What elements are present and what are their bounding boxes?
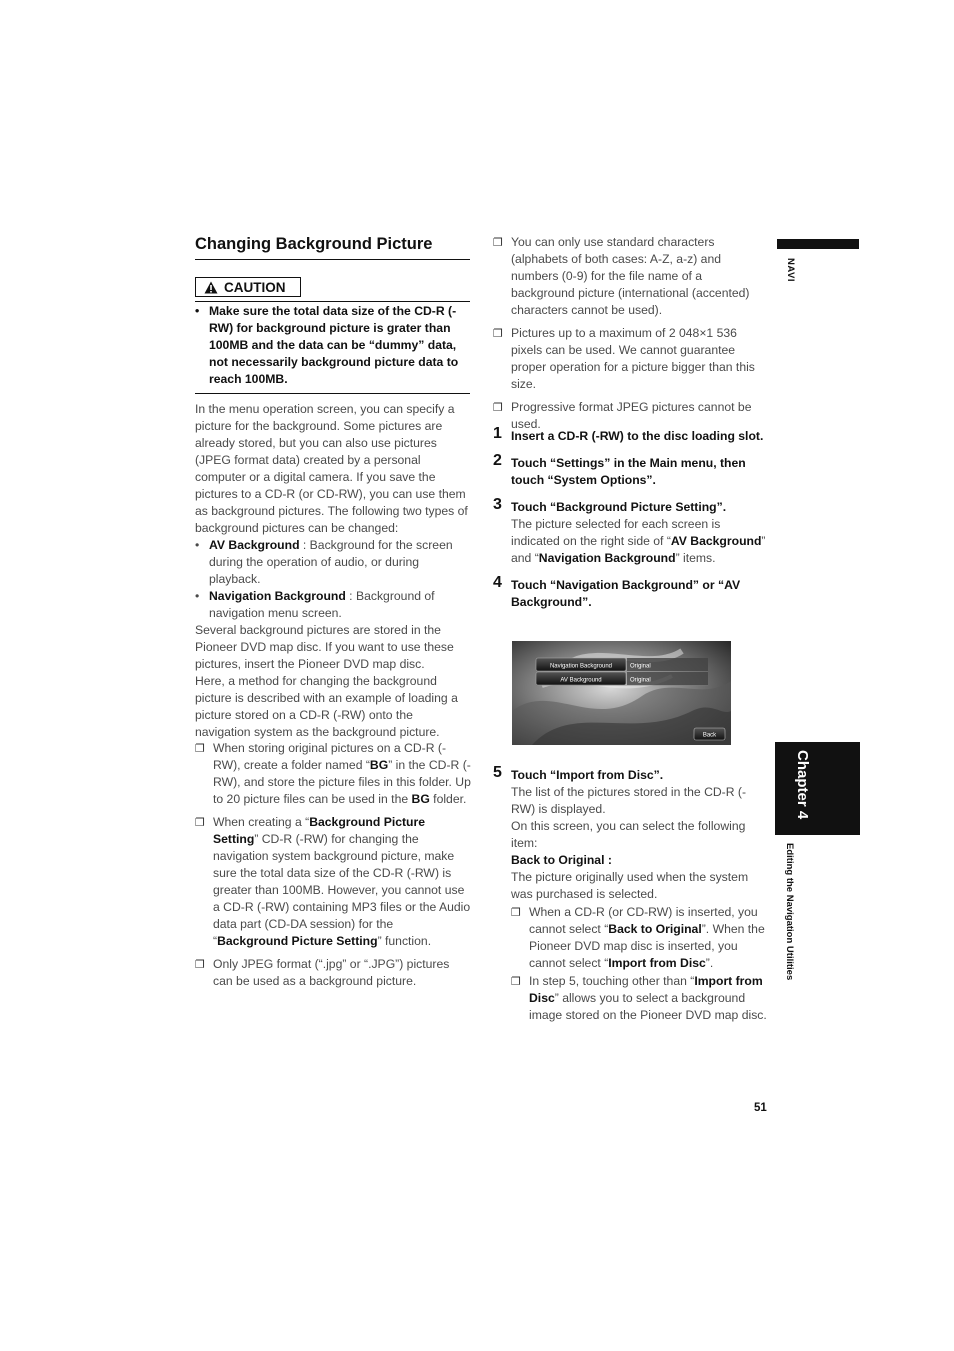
step-term: Back to Original : (511, 853, 612, 867)
screen-row-value: Original (630, 677, 651, 684)
step-number: 2 (493, 452, 502, 469)
note-item (195, 740, 471, 808)
step-number: 1 (493, 425, 502, 442)
intro-paragraph: Here, a method for changing the background picture is described with an example of loading a picture stored on a CD-R (-RW) onto the navigation system as the background picture. (195, 674, 458, 739)
step-number: 5 (493, 764, 502, 781)
chapter-label: Chapter 4 (794, 750, 811, 820)
step-number: 3 (493, 496, 502, 513)
step-text: ” and “ (511, 534, 766, 565)
note-item (493, 325, 767, 393)
navi-side-label (778, 258, 798, 298)
step-text: ” items. (675, 551, 716, 565)
note-bold: Import from Disc (529, 974, 763, 1005)
right-notes (493, 228, 767, 433)
step-1 (493, 425, 767, 445)
note-text: Progressive format JPEG pictures cannot be used. (511, 400, 752, 431)
step-number: 4 (493, 574, 502, 591)
bullet: • (195, 589, 200, 603)
step-title: Touch “Import from Disc”. (511, 768, 664, 782)
note-text: Pictures up to a maximum of 2 048×1 536 pixels can be used. We cannot guarantee proper operation for a picture bigger than this size. (511, 326, 755, 391)
note-box-icon: ❐ (195, 743, 205, 755)
step-text: The list of the pictures stored in the CD-R (-RW) is displayed. (511, 785, 747, 816)
step-5 (493, 764, 767, 1024)
screen-row-label[interactable]: Navigation Background (549, 663, 613, 670)
term-desc: : Background for the screen during the operation of audio, or during playback. (209, 538, 453, 586)
warning-triangle-icon (204, 281, 218, 294)
step-title: Touch “Navigation Background” or “AV Background”. (511, 578, 741, 609)
note-text: Only JPEG format (“.jpg” or “.JPG”) pictures can be used as a background picture. (213, 957, 450, 988)
note-box-icon: ❐ (195, 817, 205, 829)
intro-paragraph: In the menu operation screen, you can specify a picture for the background. Some pictures are already stored, but you can also use pictures (JPEG format data) created by a personal computer or a digital camera. If you save the pictures to a CD-R (or CD-RW), you can use them as background pictures. The following two types of background pictures can be changed: (195, 402, 468, 535)
steps-1-4 (493, 418, 767, 611)
note-text: ”. (705, 956, 714, 970)
note-text: In step 5, touching other than “ (529, 974, 695, 988)
term-desc: : Background of navigation menu screen. (209, 589, 435, 620)
caution-text: Make sure the total data size of the CD-R (-RW) for background picture is grater than 100MB and the data can be “dummy” data, not necessarily background picture data to reach 100MB. (209, 304, 459, 386)
note-text: ” CD-R (-RW) for changing the navigation system background picture, make sure the total data size of the CD-R (-RW) is greater than 100MB. However, you cannot use a CD-R (-RW) containing MP3 files or the Audio data part (CD-DA session) for the “ (213, 832, 471, 948)
note-box-icon: ❐ (195, 959, 205, 971)
note-box-icon: ❐ (511, 976, 521, 988)
note-bold: BG (369, 758, 389, 772)
note-bold: Import from Disc (608, 956, 706, 970)
note-text: ” function. (377, 934, 432, 948)
note-box-icon: ❐ (493, 328, 503, 340)
note-text: When a CD-R (or CD-RW) is inserted, you cannot select “ (529, 905, 758, 936)
section-side-label (781, 843, 801, 1013)
page-number: 51 (754, 1102, 767, 1114)
term-navigation-background: Navigation Background (209, 589, 346, 603)
chapter-tab (775, 742, 860, 835)
step-3 (493, 496, 767, 567)
left-notes (195, 734, 471, 990)
list-item (195, 537, 471, 588)
step-title: Touch “Settings” in the Main menu, then touch “System Options”. (511, 456, 746, 487)
bullet: • (195, 304, 200, 318)
navi-tab-bar (777, 239, 859, 249)
term-av-background: AV Background (209, 538, 300, 552)
step-4 (493, 574, 767, 611)
note-text: ” in the CD-R (-RW), and store the picture files in this folder. Up to 20 picture files can be used in the (213, 758, 471, 806)
note-bold: BG (411, 792, 430, 806)
intro-section (195, 401, 471, 741)
screen-back-label: Back (702, 732, 717, 739)
caution-top-rule (195, 301, 470, 302)
list-item (195, 588, 471, 622)
note-box-icon: ❐ (493, 402, 503, 414)
note-text: When creating a “ (213, 815, 310, 829)
note-text: When storing original pictures on a CD-R (-RW), create a folder named “ (213, 741, 447, 772)
note-text: You can only use standard characters (alphabets of both cases: A-Z, a-z) and numbers (0-9) for the file name of a background picture (international (accented) characters cannot be used). (511, 235, 750, 317)
caution-label: CAUTION (224, 279, 286, 295)
note-item (195, 956, 471, 990)
editing-label: Editing the Navigation Utilities (784, 843, 795, 981)
step-5-section (493, 757, 767, 1024)
step-bold: Navigation Background (538, 551, 676, 565)
screen-row-value: Original (630, 663, 651, 670)
step-2 (493, 452, 767, 489)
note-item (493, 234, 767, 319)
screen-row-label[interactable]: AV Background (560, 677, 602, 684)
bullet: • (195, 538, 200, 552)
step-text: The picture originally used when the system was purchased is selected. (511, 870, 749, 901)
note-item (195, 814, 471, 950)
caution-bottom-rule (195, 393, 470, 394)
note-bold: Back to Original (608, 922, 702, 936)
note-text: ” allows you to select a background image stored on the Pioneer DVD map disc. (529, 991, 767, 1022)
note-item (511, 973, 767, 1024)
note-text: folder. (429, 792, 467, 806)
caution-label-box (195, 277, 301, 297)
note-box-icon: ❐ (511, 907, 521, 919)
step-bold: AV Background (670, 534, 762, 548)
note-box-icon: ❐ (493, 237, 503, 249)
caution-item (195, 303, 470, 388)
step-text: The picture selected for each screen is indicated on the right side of “ (511, 517, 721, 548)
navi-label: NAVI (785, 258, 796, 282)
note-bold: Background Picture Setting (217, 934, 378, 948)
step-text: On this screen, you can select the following item: (511, 819, 746, 850)
step-title: Touch “Background Picture Setting”. (511, 500, 727, 514)
note-bold: Background Picture Setting (213, 815, 426, 846)
intro-paragraph: Several background pictures are stored in the Pioneer DVD map disc. If you want to use these pictures, insert the Pioneer DVD map disc. (195, 623, 454, 671)
note-item (511, 904, 767, 972)
step-title: Insert a CD-R (-RW) to the disc loading slot. (511, 429, 764, 443)
note-text: ”. When the Pioneer DVD map disc is inserted, you cannot select “ (529, 922, 765, 970)
device-screen-image (512, 641, 731, 745)
section-heading: Changing Background Picture (195, 234, 470, 260)
